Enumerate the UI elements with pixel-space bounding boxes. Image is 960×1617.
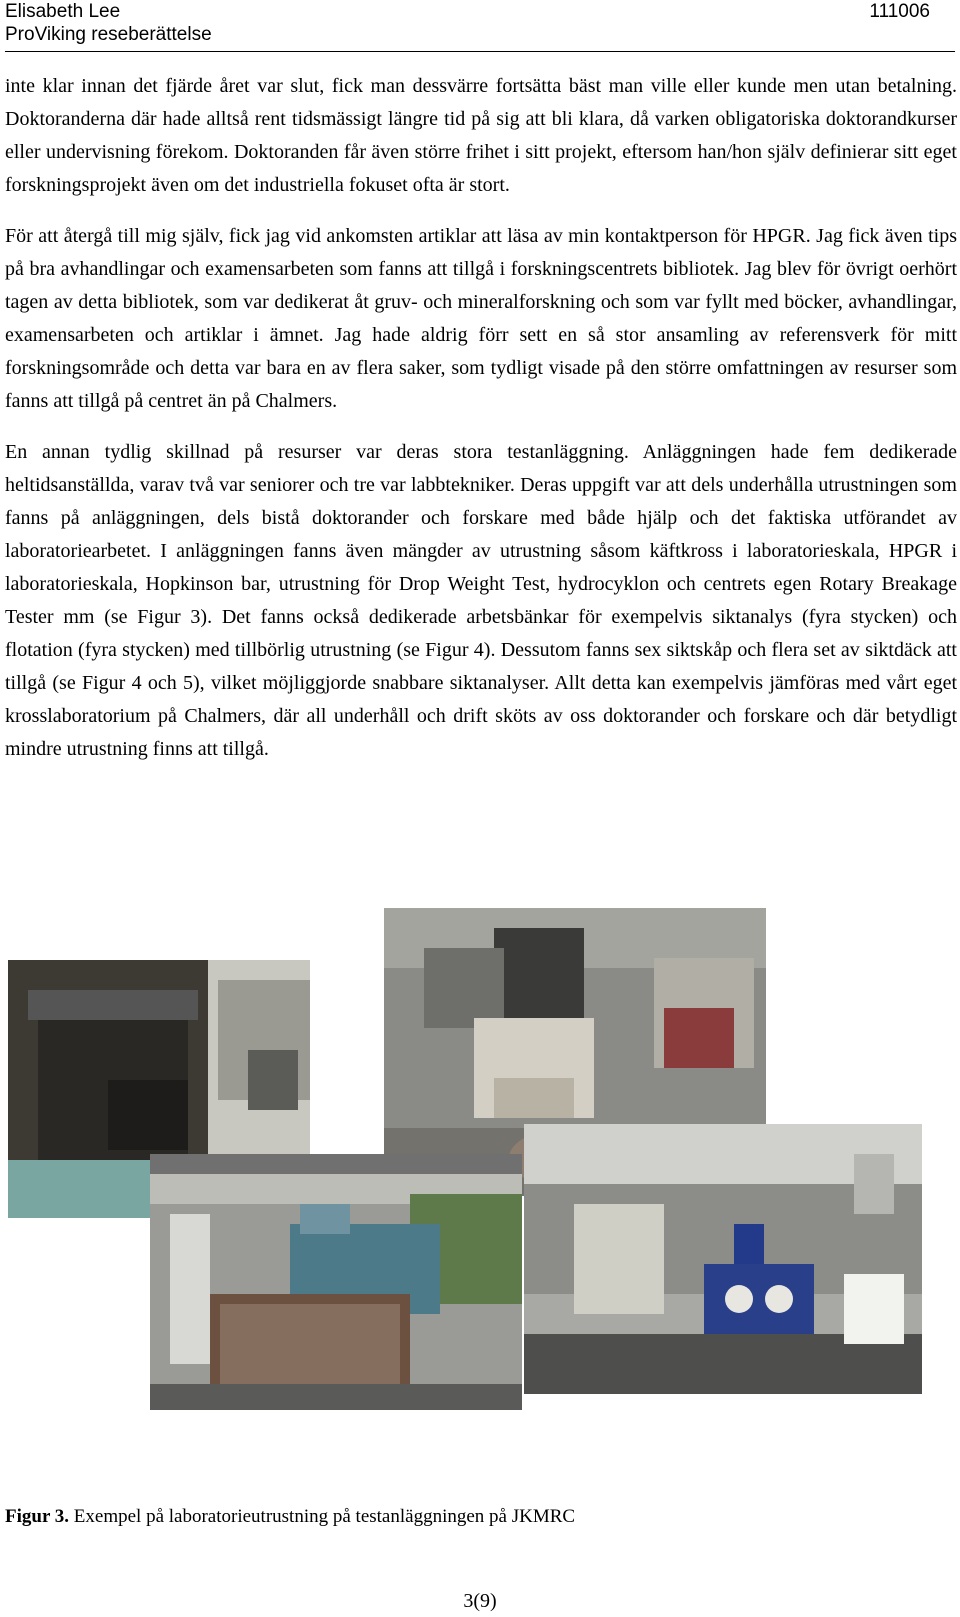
figure-caption: [5, 1506, 575, 1528]
header-author: Elisabeth Lee: [5, 1, 121, 22]
header-divider: [5, 51, 955, 52]
header-document-title: ProViking reseberättelse: [5, 24, 212, 45]
page-header: [5, 0, 930, 50]
figure-caption-text: Exempel på laboratorieutrustning på testanläggningen på JKMRC: [69, 1506, 576, 1527]
figure-label: Figur 3.: [5, 1506, 70, 1527]
paragraph-1: inte klar innan det fjärde året var slut, fick man dessvärre fortsätta bäst man ville eller kunde men utan betalning. Doktoranderna där hade alltså rent tidsmässigt längre tid på sig att bli klara, då varken obligatoriska doktorandkurser eller undervisning förekom. Doktoranden får även större frihet i sitt projekt, eftersom han/hon själv definierar sitt eget forskningsprojekt även om det industriella fokuset ofta är stort.: [5, 75, 957, 196]
header-code: 111006: [869, 1, 930, 22]
paragraph-3: En annan tydlig skillnad på resurser var deras stora testanläggning. Anläggningen hade fem dedikerade heltidsanställda, varav två var seniorer och tre var labbtekniker. Deras uppgift var att dels underhålla utrustningen som fanns på anläggningen, dels bistå doktorander och forskare med både hjälp och det faktiska utförandet av laboratoriearbetet. I anläggningen fanns även mängder av utrustning såsom käftkross i laboratorieskala, HPGR i laboratorieskala, Hopkinson bar, utrustning för Drop Weight Test, hydrocyklon och centrets egen Rotary Breakage Tester mm (se Figur 3). Det fanns också dedikerade arbetsbänkar för exempelvis siktanalys (fyra stycken) och flotation (fyra stycken) med tillbörlig utrustning (se Figur 4). Dessutom fanns sex siktskåp och flera set av siktdäck att tillgå (se Figur 4 och 5), vilket möjliggjorde snabbare siktanalyser. Allt detta kan exempelvis jämföras med vårt eget krosslaboratorium på Chalmers, där all underhåll och drift sköts av oss doktorander och forskare och där betydligt mindre utrustning finns att tillgå.: [5, 441, 957, 760]
page-number: 3(9): [463, 1590, 497, 1612]
paragraph-2: För att återgå till mig själv, fick jag vid ankomsten artiklar att läsa av min kontaktperson för HPGR. Jag fick även tips på bra avhandlingar och examensarbeten som fanns att tillgå i forskningscentrets bibliotek. Jag blev för övrigt oerhört tagen av detta bibliotek, som var dedikerat åt gruv- och mineralforskning och som var fyllt med böcker, avhandlingar, examensarbeten och artiklar i ämnet. Jag hade aldrig förr sett en så stor ansamling av referensverk för mitt forskningsområde och detta var bara en av flera saker, som tydligt visade på den större omfattningen av resurser som fanns att tillgå på centret än på Chalmers.: [5, 225, 957, 412]
figure-3-photo-collage: [0, 930, 960, 1460]
photo-blue-test-rig: [524, 1124, 922, 1394]
photo-hpgr-lab: [150, 1154, 522, 1410]
body-text: [5, 70, 957, 784]
